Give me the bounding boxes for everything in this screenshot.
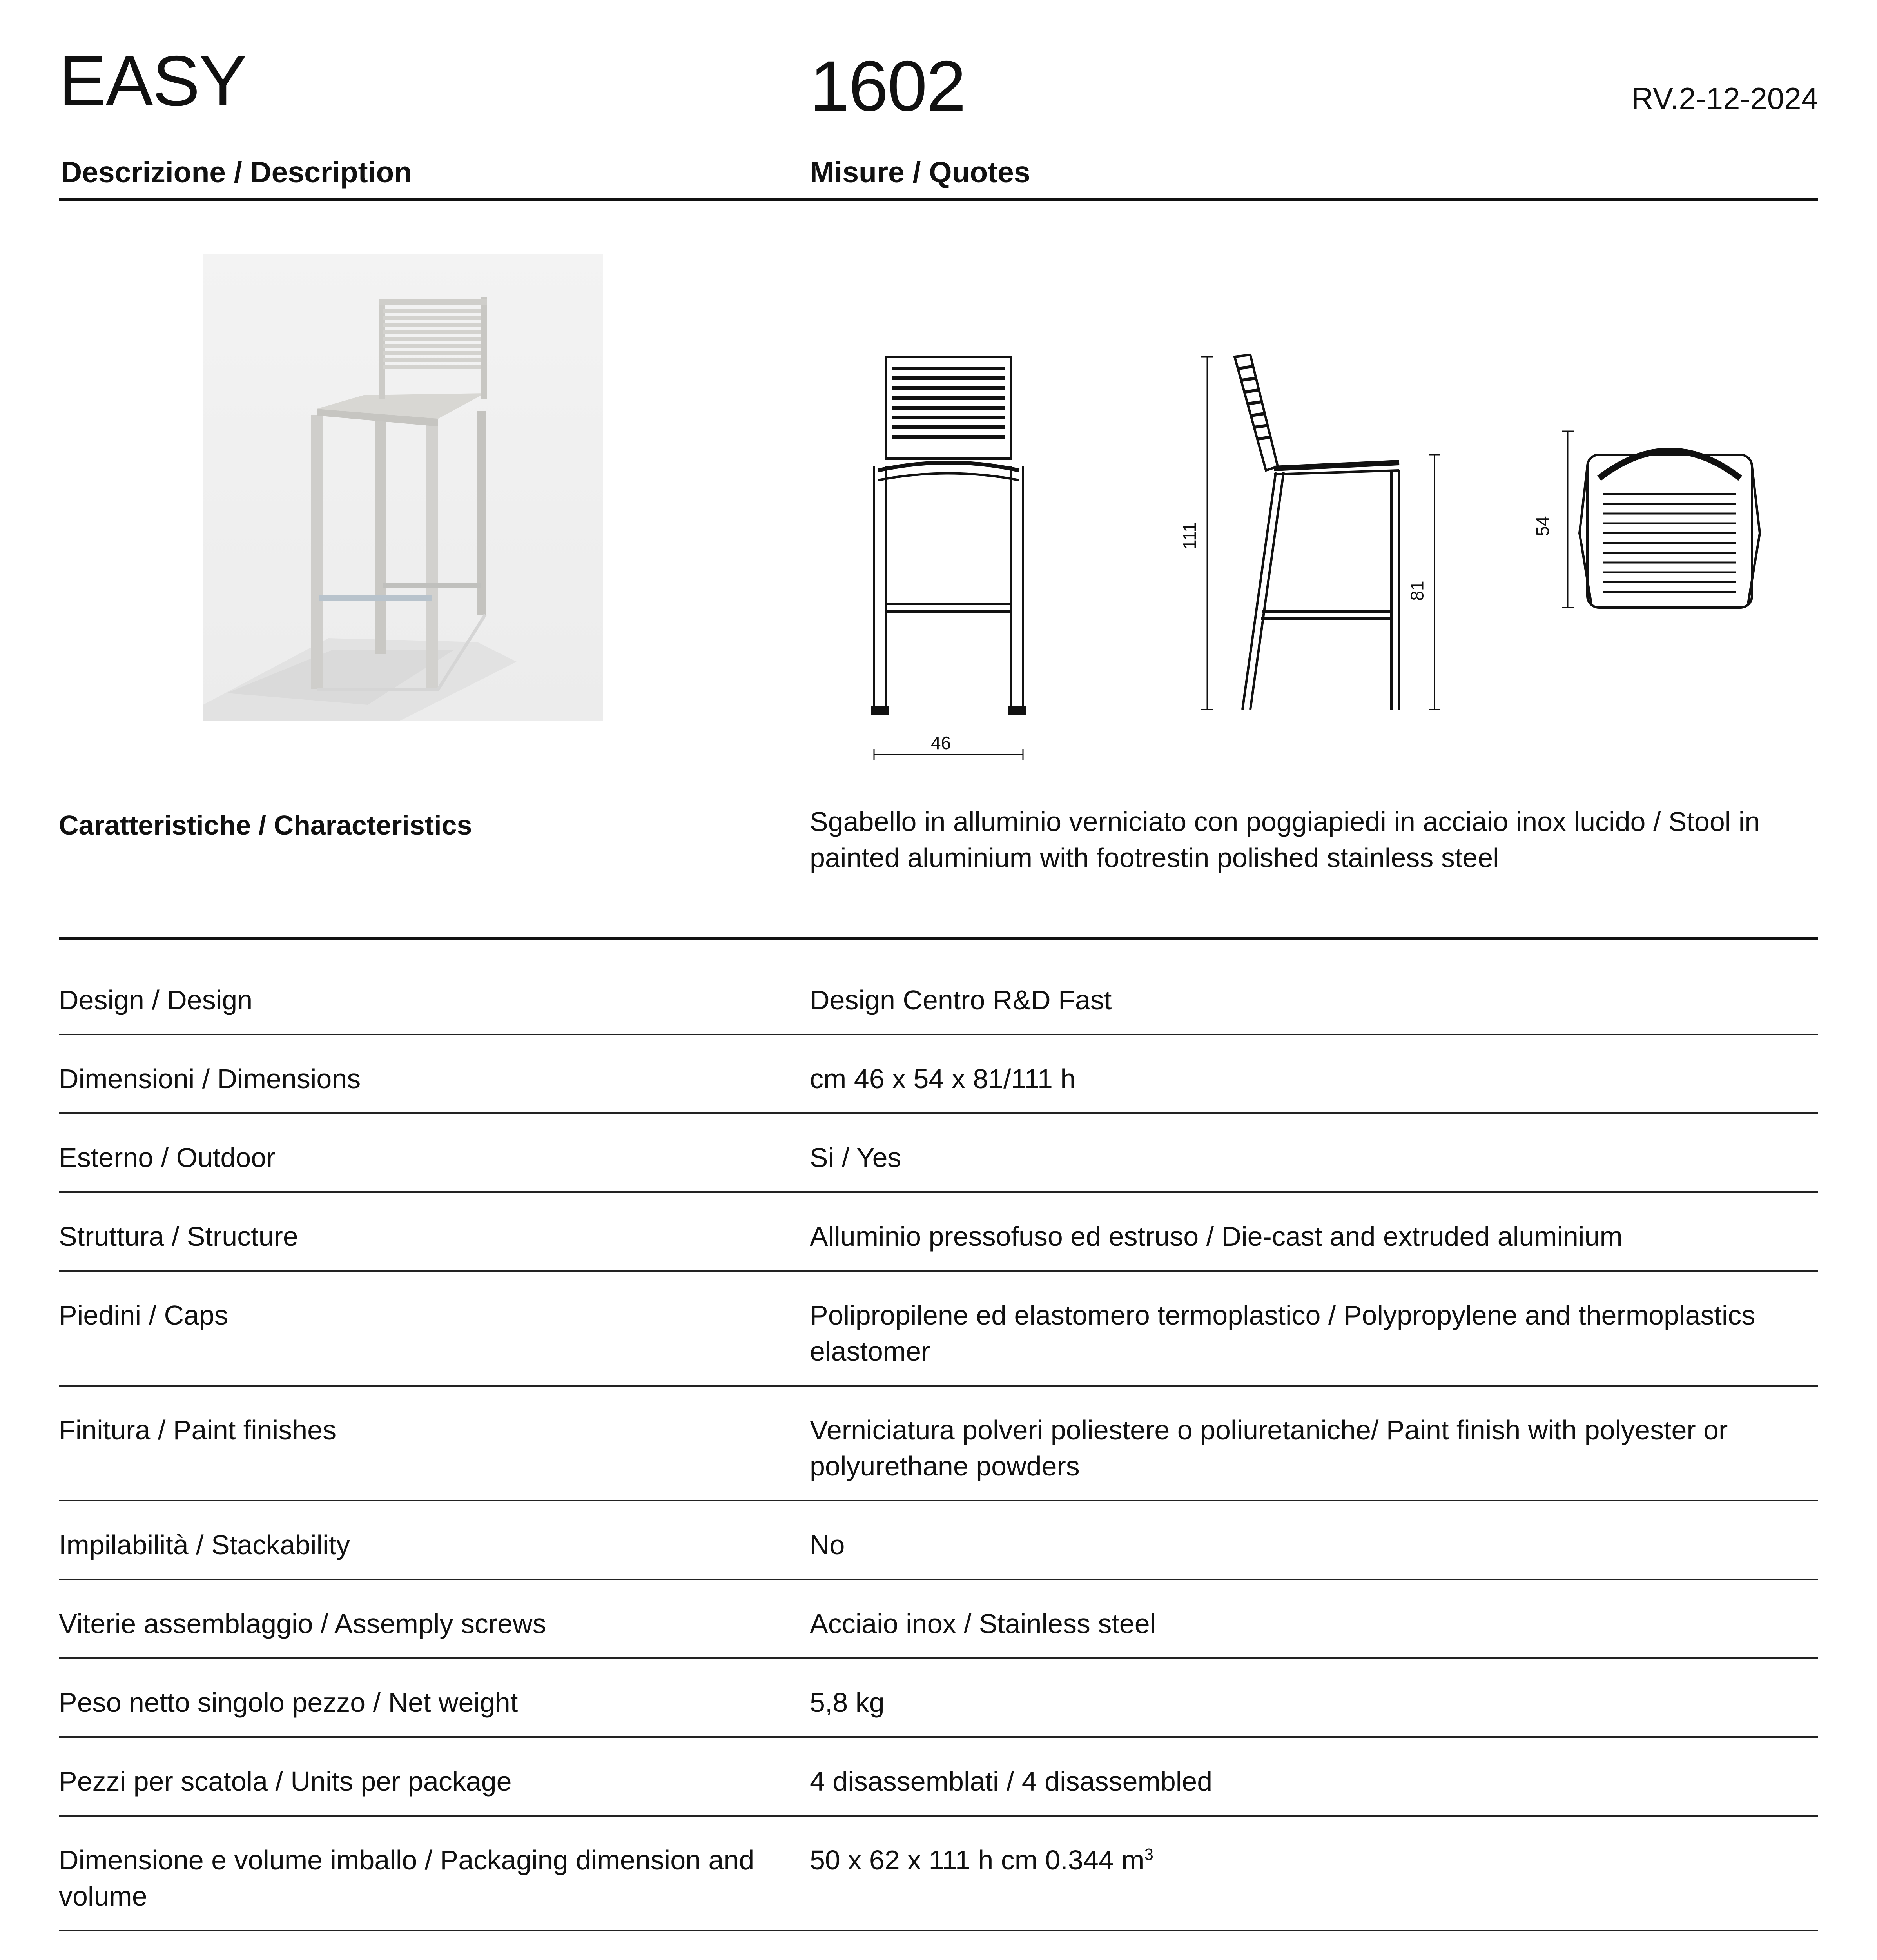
packaging-value-text: 50 x 62 x 111 h cm 0.344 m (810, 1845, 1144, 1875)
product-name: EASY (59, 41, 246, 121)
spec-value: cm 46 x 54 x 81/111 h (810, 1063, 1076, 1094)
top-view-drawing (1562, 431, 1760, 608)
characteristics-value: Sgabello in alluminio verniciato con poggiapiedi in acciaio inox lucido / Stool in painted aluminium with footrestin polished stainless steel (810, 806, 1760, 873)
spec-label: Pezzi per scatola / Units per package (59, 1766, 512, 1797)
spec-label: Finitura / Paint finishes (59, 1415, 337, 1445)
spec-row-outdoor (59, 1114, 1818, 1193)
spec-label: Dimensioni / Dimensions (59, 1063, 361, 1094)
spec-value: Verniciatura polveri poliestere o poliuretaniche/ Paint finish with polyester or polyurethane powders (810, 1415, 1728, 1481)
spec-value: Alluminio pressofuso ed estruso / Die-cast and extruded aluminium (810, 1221, 1623, 1252)
characteristics-label: Caratteristiche / Characteristics (59, 810, 472, 840)
spec-label: Esterno / Outdoor (59, 1142, 276, 1173)
width-dimension-label: 46 (931, 733, 951, 753)
spec-value: Design Centro R&D Fast (810, 985, 1112, 1015)
dimension-drawings (835, 337, 1823, 768)
spec-row-gross-weight (59, 1931, 1818, 1960)
spec-label: Viterie assemblaggio / Assemply screws (59, 1608, 546, 1639)
spec-value: 4 disassemblati / 4 disassembled (810, 1766, 1213, 1797)
cubic-superscript: 3 (1144, 1845, 1153, 1864)
spec-value: Si / Yes (810, 1142, 901, 1173)
spec-value (810, 1957, 1818, 1960)
spec-row-design (59, 956, 1818, 1035)
revision-label: RV.2-12-2024 (1631, 81, 1818, 116)
spec-label: Peso netto singolo pezzo / Net weight (59, 1687, 518, 1718)
spec-value (810, 1842, 1818, 1914)
side-view-drawing (1201, 355, 1440, 710)
quotes-heading: Misure / Quotes (810, 156, 1030, 189)
spec-row-assembly-screws (59, 1580, 1818, 1659)
spec-value: 5,8 kg (810, 1687, 885, 1718)
product-photo (203, 254, 603, 721)
spec-row-paint-finishes (59, 1387, 1818, 1501)
spec-label: Design / Design (59, 985, 253, 1015)
depth-dimension-label: 54 (1532, 516, 1553, 536)
spec-row-net-weight (59, 1659, 1818, 1738)
spec-label: Dimensione e volume imballo / Packaging dimension and volume (59, 1845, 754, 1911)
spec-row-units-per-package (59, 1738, 1818, 1817)
spec-value: Acciaio inox / Stainless steel (810, 1608, 1156, 1639)
spec-row-caps (59, 1272, 1818, 1387)
front-view-drawing (872, 357, 1025, 760)
characteristics-divider (59, 937, 1818, 940)
description-heading: Descrizione / Description (61, 156, 412, 189)
spec-value: No (810, 1530, 845, 1560)
header-divider (59, 198, 1818, 201)
spec-value: Polipropilene ed elastomero termoplastico / Polypropylene and thermoplastics elastomer (810, 1300, 1755, 1367)
spec-row-dimensions (59, 1035, 1818, 1114)
spec-row-stackability (59, 1501, 1818, 1580)
spec-row-structure (59, 1193, 1818, 1272)
spec-table (59, 956, 1818, 1960)
seat-height-dimension-label: 81 (1407, 581, 1427, 601)
spec-label: Piedini / Caps (59, 1300, 228, 1330)
spec-label (59, 1957, 810, 1960)
total-height-dimension-label: 111 (1179, 522, 1200, 550)
spec-label: Struttura / Structure (59, 1221, 298, 1252)
spec-row-packaging (59, 1817, 1818, 1931)
spec-label: Impilabilità / Stackability (59, 1530, 350, 1560)
product-code: 1602 (810, 46, 965, 126)
